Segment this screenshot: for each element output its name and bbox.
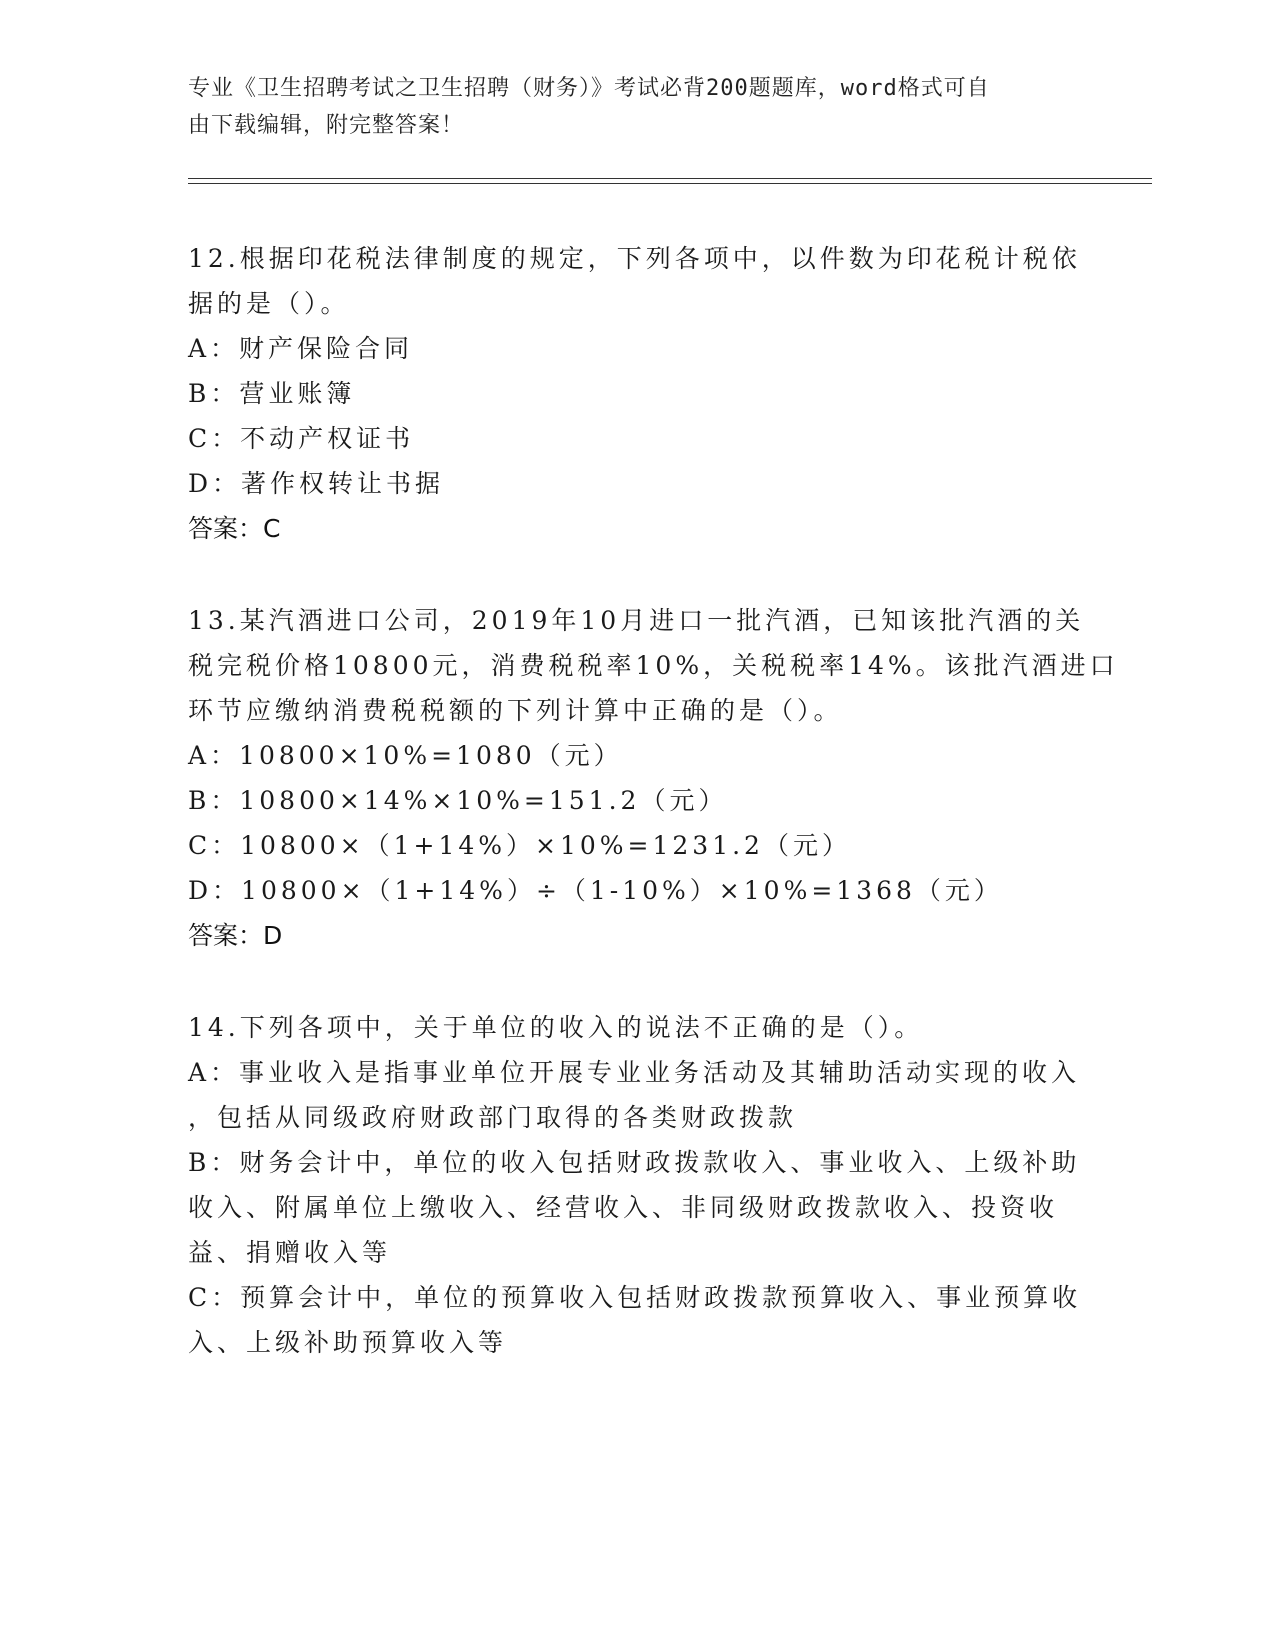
- option-b: B：10800×14%×10%=151.2（元）: [188, 786, 728, 815]
- option-b: B：财务会计中，单位的收入包括财政拨款收入、事业收入、上级补助: [188, 1148, 1081, 1177]
- option-b: B：营业账簿: [188, 379, 356, 408]
- question-stem-line: 环节应缴纳消费税税额的下列计算中正确的是（）。: [188, 696, 843, 725]
- option-d: D：著作权转让书据: [188, 469, 445, 498]
- option-b-continued: 益、捐赠收入等: [188, 1238, 392, 1267]
- question-14: [188, 1005, 1082, 1365]
- header-divider-bottom: [188, 183, 1152, 184]
- option-a: A：10800×10%=1080（元）: [188, 741, 623, 770]
- option-c: C：不动产权证书: [188, 424, 415, 453]
- option-c-continued: 入、上级补助预算收入等: [188, 1328, 508, 1357]
- option-c: C：10800×（1+14%）×10%=1231.2（元）: [188, 831, 851, 860]
- header-line-2: 由下载编辑，附完整答案！: [188, 113, 465, 138]
- option-a: A：财产保险合同: [188, 334, 414, 363]
- document-header: [188, 70, 1068, 144]
- question-stem-line: 税完税价格10800元，消费税税率10%，关税税率14%。该批汽酒进口: [188, 651, 1119, 680]
- question-12: [188, 236, 1081, 552]
- question-stem-line: 13.某汽酒进口公司，2019年10月进口一批汽酒，已知该批汽酒的关: [188, 606, 1085, 635]
- answer-label: 答案：C: [188, 514, 281, 543]
- option-d: D：10800×（1+14%）÷（1-10%）×10%=1368（元）: [188, 876, 1003, 905]
- questions-list: [188, 236, 1119, 1411]
- option-a: A：事业收入是指事业单位开展专业业务活动及其辅助活动实现的收入: [188, 1058, 1081, 1087]
- option-c: C：预算会计中，单位的预算收入包括财政拨款预算收入、事业预算收: [188, 1283, 1082, 1312]
- question-13: [188, 598, 1119, 959]
- header-divider-top: [188, 178, 1152, 179]
- answer-label: 答案：D: [188, 921, 283, 950]
- question-stem-line: 据的是（）。: [188, 289, 350, 318]
- header-line-1: 专业《卫生招聘考试之卫生招聘（财务）》考试必背200题题库，word格式可自: [188, 76, 990, 101]
- option-a-continued: ，包括从同级政府财政部门取得的各类财政拨款: [188, 1103, 798, 1132]
- question-stem-line: 14.下列各项中，关于单位的收入的说法不正确的是（）。: [188, 1013, 924, 1042]
- option-b-continued: 收入、附属单位上缴收入、经营收入、非同级财政拨款收入、投资收: [188, 1193, 1059, 1222]
- question-stem-line: 12.根据印花税法律制度的规定，下列各项中，以件数为印花税计税依: [188, 244, 1081, 273]
